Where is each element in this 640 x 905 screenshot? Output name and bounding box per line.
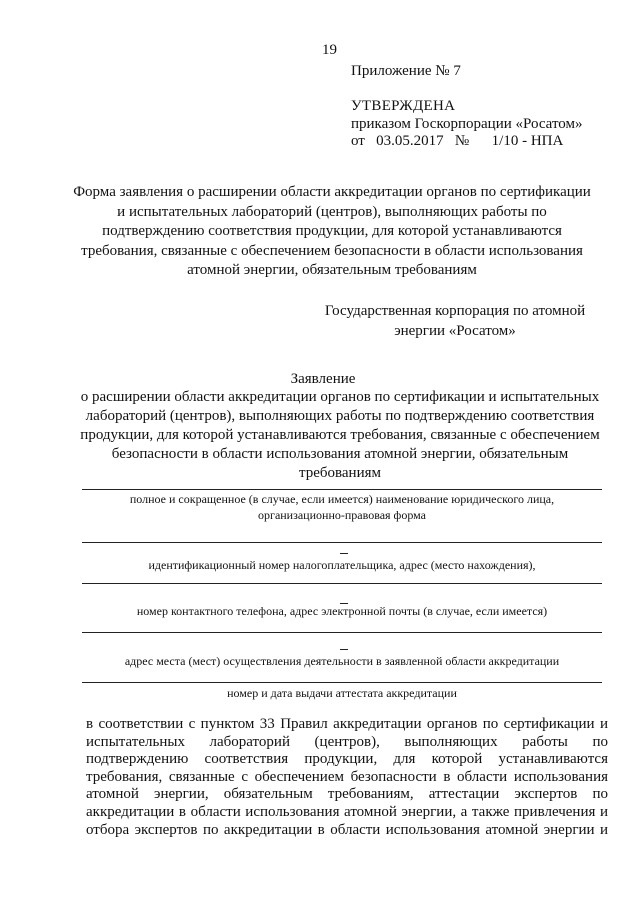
field-line-activity-address[interactable] <box>82 632 602 633</box>
body-line: в соответствии с пунктом 33 Правил аккредитации органов по сертификации и <box>86 716 608 732</box>
body-line: аккредитации в области использования атомной энергии, а также привлечения и <box>86 803 608 820</box>
field-caption-tax-id-address: идентификационный номер налогоплательщика, адрес (место нахождения), <box>148 558 536 572</box>
field-line-accreditation-certificate[interactable] <box>82 682 602 683</box>
field-line-tax-id-address[interactable] <box>82 542 602 543</box>
field-line-contacts[interactable] <box>82 583 602 584</box>
body-line: требования, связанные с обеспечением безопасности в области использования <box>86 768 608 785</box>
statement-subject: о расширении области аккредитации органов по сертификации и испытательных лабораторий (центров), выполняющих работы по подтверждению соответствия продукции, для которой устанавливаются требования, связанные с обеспечением безопасности в области использования атомной энергии, обязательным требованиям <box>80 389 600 481</box>
page-number: 19 <box>322 42 337 58</box>
field-dash-mark <box>340 649 348 650</box>
field-caption-activity-address: адрес места (мест) осуществления деятельности в заявленной области аккредитации <box>124 654 560 668</box>
addressee: Государственная корпорация по атомной энергии «Росатом» <box>324 303 586 339</box>
form-title: Форма заявления о расширении области аккредитации органов по сертификации и испытательных лабораторий (центров), выполняющих работы по подтверждению соответствия продукции, для которой устанавливаются требования, связанные с обеспечением безопасности в области использования атомной энергии, обязательным требованиям <box>73 184 591 278</box>
approved-stamp-text: УТВЕРЖДЕНА <box>351 98 456 114</box>
body-paragraph <box>86 716 608 839</box>
field-caption-legal-name: полное и сокращенное (в случае, если имеется) наименование юридического лица, организационно-правовая форма <box>129 492 555 522</box>
statement-heading: Заявление <box>290 371 356 387</box>
body-line: отбора экспертов по аккредитации в области использования атомной энергии и <box>86 821 608 838</box>
order-reference: приказом Госкорпорации «Росатом» <box>351 116 583 132</box>
body-line: испытательных лабораторий (центров), выполняющих работы по <box>86 733 608 750</box>
body-line: подтверждению соответствия продукции, для которой устанавливаются <box>86 751 608 768</box>
field-dash-mark <box>340 553 348 554</box>
body-line: атомной энергии, обязательным требованиям, аттестации экспертов по <box>86 786 608 803</box>
order-date-number: от 03.05.2017 № 1/10 - НПА <box>351 133 564 149</box>
field-caption-accreditation-certificate: номер и дата выдачи аттестата аккредитации <box>227 686 457 700</box>
field-line-legal-name[interactable] <box>82 489 602 490</box>
appendix-label: Приложение № 7 <box>351 63 461 79</box>
field-caption-contacts: номер контактного телефона, адрес электронной почты (в случае, если имеется) <box>136 604 548 618</box>
